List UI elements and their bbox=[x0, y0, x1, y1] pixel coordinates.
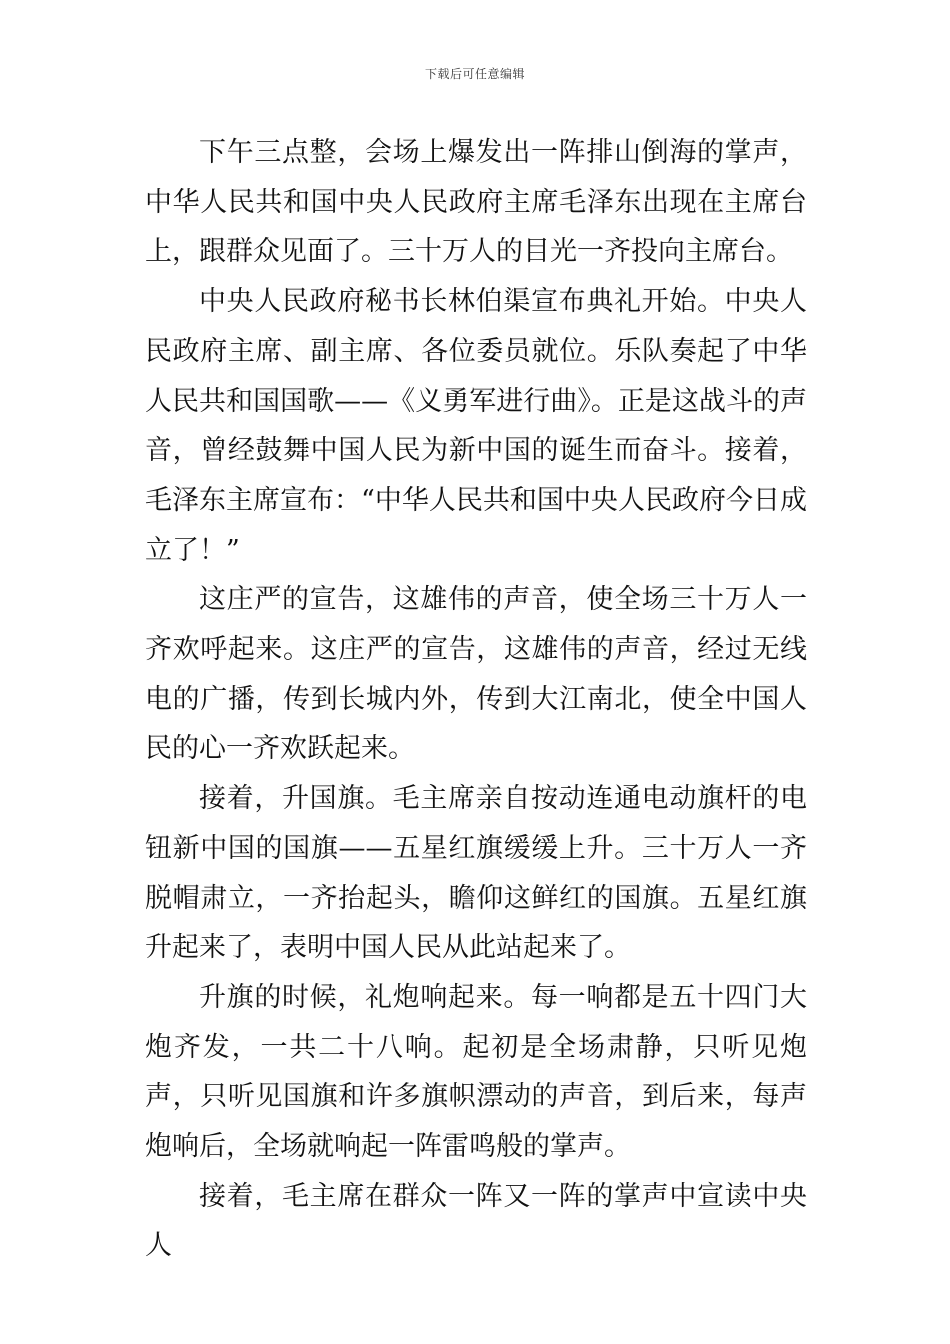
paragraph: 下午三点整，会场上爆发出一阵排山倒海的掌声，中华人民共和国中央人民政府主席毛泽东出现在主席台上，跟群众见面了。三十万人的目光一齐投向主席台。 bbox=[145, 137, 807, 268]
paragraph: 升旗的时候，礼炮响起来。每一响都是五十四门大炮齐发，一共二十八响。起初是全场肃静，只听见炮声，只听见国旗和许多旗帜漂动的声音，到后来，每声炮响后，全场就响起一阵雷鸣般的掌声。 bbox=[145, 981, 807, 1163]
paragraph: 中央人民政府秘书长林伯渠宣布典礼开始。中央人民政府主席、副主席、各位委员就位。乐队奏起了中华人民共和国国歌——《义勇军进行曲》。正是这战斗的声音，曾经鼓舞中国人民为新中国的诞生而奋斗。接着，毛泽东主席宣布：“中华人民共和国中央人民政府今日成立了！” bbox=[145, 286, 807, 566]
header-note: 下载后可任意编辑 bbox=[424, 67, 525, 81]
paragraph: 接着，升国旗。毛主席亲自按动连通电动旗杆的电钮新中国的国旗——五星红旗缓缓上升。三十万人一齐脱帽肃立，一齐抬起头，瞻仰这鲜红的国旗。五星红旗升起来了，表明中国人民从此站起来了。 bbox=[145, 783, 807, 964]
paragraph: 这庄严的宣告，这雄伟的声音，使全场三十万人一齐欢呼起来。这庄严的宣告，这雄伟的声音，经过无线电的广播，传到长城内外，传到大江南北，使全中国人民的心一齐欢跃起来。 bbox=[145, 584, 807, 765]
body-text bbox=[145, 128, 807, 1271]
paragraph: 接着，毛主席在群众一阵又一阵的掌声中宣读中央人 bbox=[145, 1180, 807, 1262]
